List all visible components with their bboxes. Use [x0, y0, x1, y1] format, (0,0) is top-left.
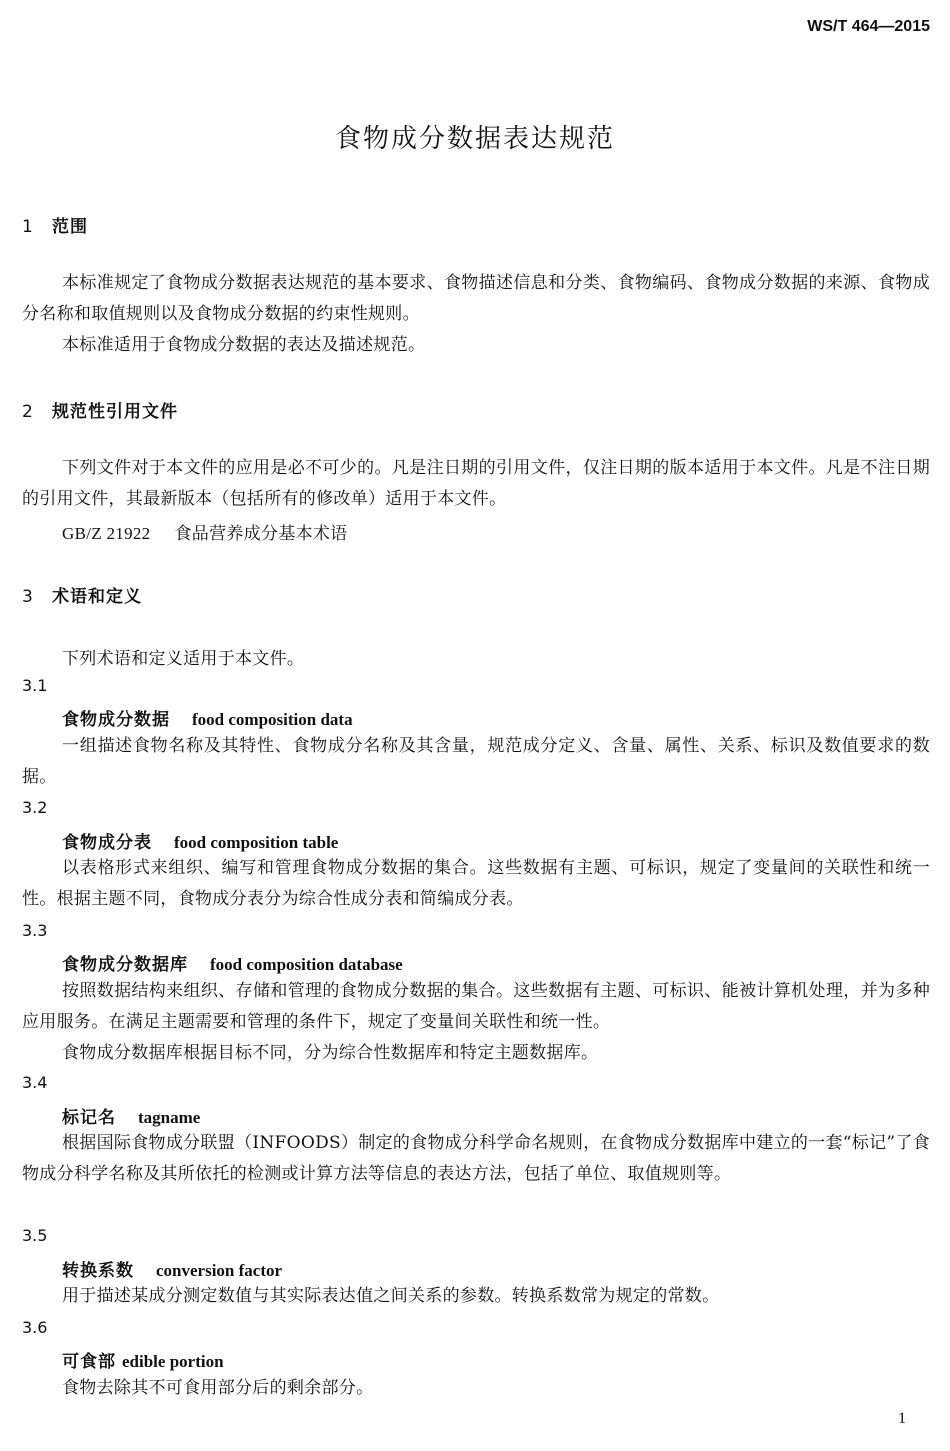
term-definition: 用于描述某成分测定数值与其实际表达值之间关系的参数。转换系数常为规定的常数。: [62, 1286, 720, 1306]
section-3-intro: 下列术语和定义适用于本文件。: [62, 649, 305, 669]
document-title: 食物成分数据表达规范: [334, 124, 615, 154]
section-3-heading: [22, 582, 142, 607]
section-2-paragraph-1: 下列文件对于本文件的应用是必不可少的。凡是注日期的引用文件，仅注日期的版本适用于本文件。凡是不注日期的引用文件，其最新版本（包括所有的修改单）适用于本文件。: [22, 458, 930, 509]
term-chinese: 食物成分数据库: [62, 955, 188, 975]
term-english: conversion factor: [156, 1261, 283, 1280]
term-english: tagname: [138, 1108, 201, 1127]
term-definition: 食物去除其不可食用部分后的剩余部分。: [62, 1378, 374, 1398]
term-number: 3.3: [22, 921, 48, 940]
section-number: 1: [22, 217, 34, 237]
section-2-heading: [22, 397, 178, 422]
term-chinese: 可食部: [62, 1352, 116, 1372]
term-definition: 按照数据结构来组织、存储和管理的食物成分数据的集合。这些数据有主题、可标识、能被计算机处理，并为多种应用服务。在满足主题需要和管理的条件下，规定了变量间关联性和统一性。: [22, 981, 930, 1032]
reference-title: 食品营养成分基本术语: [174, 524, 348, 544]
section-title: 术语和定义: [52, 587, 142, 607]
term-english: food composition table: [174, 833, 339, 852]
term-chinese: 食物成分表: [62, 833, 152, 853]
section-number: 2: [22, 402, 34, 422]
section-1-paragraph-1: 本标准规定了食物成分数据表达规范的基本要求、食物描述信息和分类、食物编码、食物成分数据的来源、食物成分名称和取值规则以及食物成分数据的约束性规则。: [22, 273, 930, 324]
term-heading: [62, 950, 403, 975]
section-number: 3: [22, 587, 34, 607]
section-title: 范围: [52, 217, 88, 237]
term-definition: 一组描述食物名称及其特性、食物成分名称及其含量，规范成分定义、含量、属性、关系、标识及数值要求的数据。: [22, 736, 930, 787]
term-heading: [62, 828, 338, 853]
standard-code: WS/T 464—2015: [807, 18, 930, 35]
term-heading: [62, 1103, 200, 1128]
reference-code: GB/Z 21922: [62, 524, 151, 543]
section-1-heading: [22, 212, 88, 237]
term-chinese: 食物成分数据: [62, 710, 170, 730]
term-chinese: 标记名: [62, 1108, 116, 1128]
section-1-paragraph-2: 本标准适用于食物成分数据的表达及描述规范。: [62, 335, 426, 355]
term-number: 3.6: [22, 1318, 48, 1337]
term-chinese: 转换系数: [62, 1261, 134, 1281]
page-number: 1: [898, 1410, 906, 1427]
term-number: 3.4: [22, 1073, 48, 1092]
term-heading: [62, 1347, 224, 1372]
normative-reference: [62, 519, 347, 544]
term-heading: [62, 1256, 282, 1281]
term-english: food composition database: [210, 955, 403, 974]
term-english: edible portion: [122, 1352, 224, 1371]
term-heading: [62, 705, 353, 730]
term-definition: 根据国际食物成分联盟（INFOODS）制定的食物成分科学命名规则，在食物成分数据库中建立的一套“标记”了食物成分科学名称及其所依托的检测或计算方法等信息的表达方法，包括了单位、取值规则等。: [22, 1133, 930, 1184]
section-title: 规范性引用文件: [52, 402, 178, 422]
term-definition: 以表格形式来组织、编写和管理食物成分数据的集合。这些数据有主题、可标识，规定了变量间的关联性和统一性。根据主题不同，食物成分表分为综合性成分表和简编成分表。: [22, 858, 930, 909]
term-number: 3.5: [22, 1226, 48, 1245]
term-english: food composition data: [192, 710, 353, 729]
term-number: 3.1: [22, 676, 48, 695]
term-definition: 食物成分数据库根据目标不同，分为综合性数据库和特定主题数据库。: [62, 1043, 599, 1063]
term-number: 3.2: [22, 798, 48, 817]
